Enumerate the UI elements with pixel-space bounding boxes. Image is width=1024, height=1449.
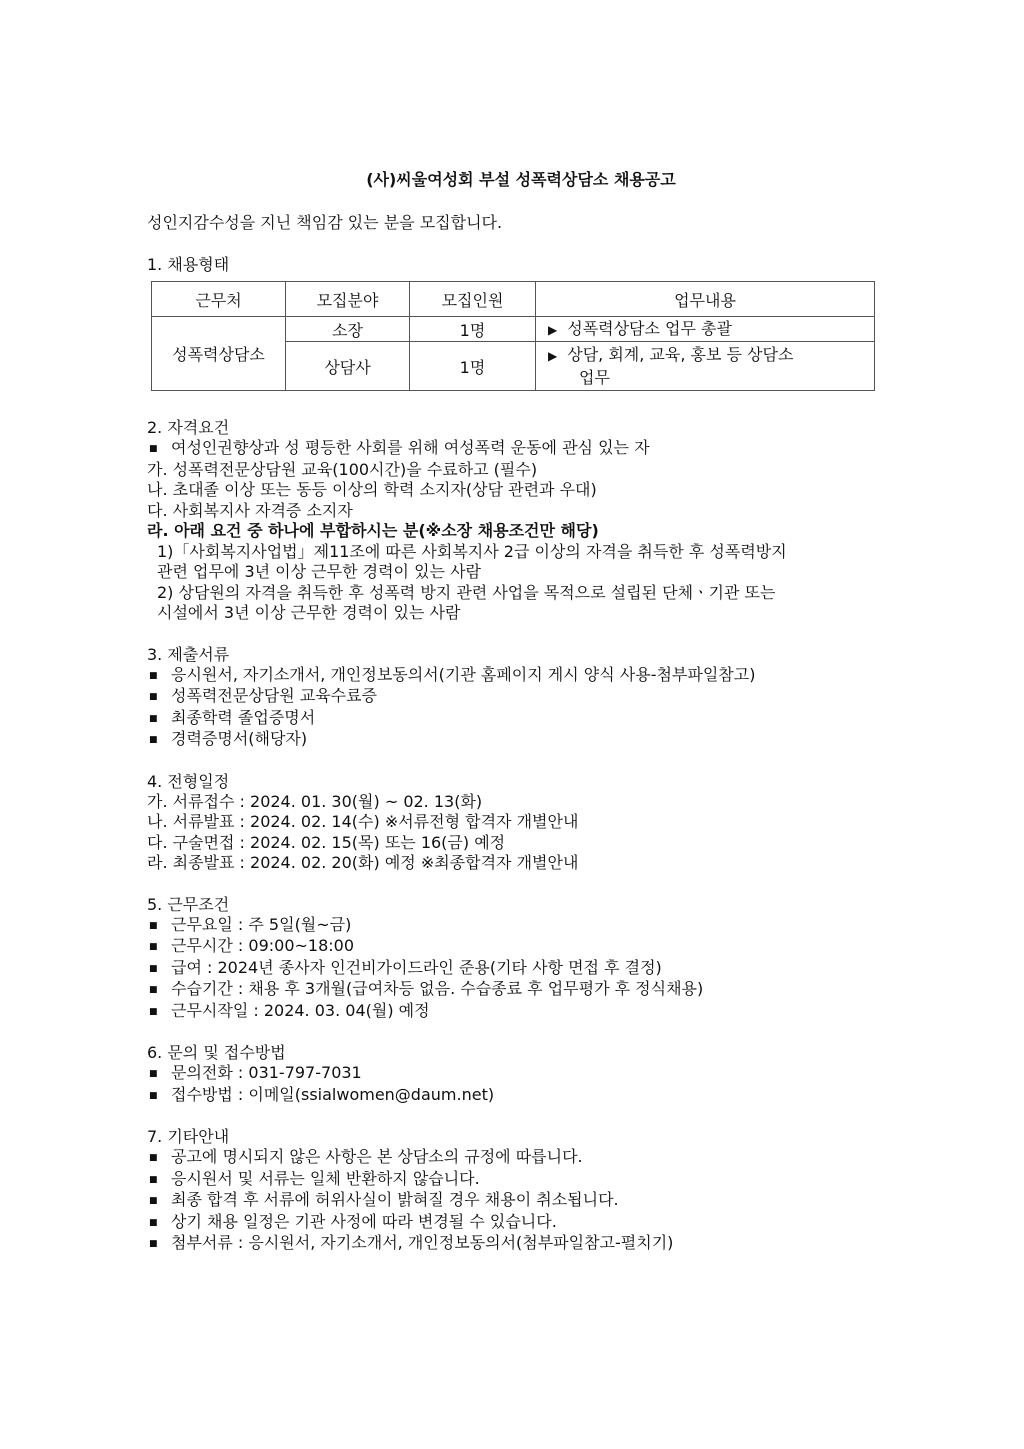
list-item: ■ 첨부서류 : 응시원서, 자기소개서, 개인정보동의서(첨부파일참고-펼치기)	[147, 1233, 875, 1255]
table-header-cell: 업무내용	[536, 282, 875, 317]
triangle-bullet-icon: ▶	[548, 322, 558, 337]
list-item: ■ 근무시간 : 09:00~18:00	[147, 936, 875, 958]
duty-text: 상담, 회계, 교육, 홍보 등 상담소	[567, 344, 794, 364]
duty-text: 성폭력상담소 업무 총괄	[567, 318, 732, 338]
list-sub-item: 1)「사회복지사업법」제11조에 따른 사회복지사 2급 이상의 자격을 취득한 후 성폭력방지	[157, 541, 787, 561]
table-header-row	[152, 282, 875, 317]
field-cell: 소장	[286, 317, 410, 342]
list-item: ■ 최종학력 졸업증명서	[147, 708, 875, 730]
list-item: 다. 사회복지사 자격증 소지자	[147, 500, 353, 520]
section-6-heading: 6. 문의 및 접수방법	[147, 1043, 286, 1062]
section-1-heading: 1. 채용형태	[147, 255, 230, 274]
list-item: ■ 접수방법 : 이메일(ssialwomen@daum.net)	[147, 1085, 875, 1107]
section-2-heading: 2. 자격요건	[147, 418, 230, 437]
list-item: 나. 초대졸 이상 또는 동등 이상의 학력 소지자(상담 관련과 우대)	[147, 480, 597, 499]
duty-cell	[536, 317, 875, 342]
list-item: 라. 최종발표 : 2024. 02. 20(화) 예정 ※최종합격자 개별안내	[147, 853, 579, 872]
list-sub-item: 관련 업무에 3년 이상 근무한 경력이 있는 사람	[157, 562, 481, 581]
list-item: 가. 성폭력전문상담원 교육(100시간)을 수료하고 (필수)	[147, 459, 538, 479]
employment-table	[151, 281, 875, 391]
list-sub-item: 시설에서 3년 이상 근무한 경력이 있는 사람	[157, 603, 461, 622]
section-3-heading: 3. 제출서류	[147, 644, 230, 664]
list-item-emphasis: 라. 아래 요건 중 하나에 부합하시는 분(※소장 채용조건만 해당)	[147, 521, 599, 540]
list-item: ■ 경력증명서(해당자)	[147, 729, 875, 751]
triangle-bullet-icon: ▶	[548, 348, 558, 363]
duty-cell	[536, 342, 875, 391]
list-item: ■ 여성인권향상과 성 평등한 사회를 위해 여성폭력 운동에 관심 있는 자	[147, 438, 875, 460]
section-4-heading: 4. 전형일정	[147, 771, 230, 791]
list-item: 다. 구술면접 : 2024. 02. 15(목) 또는 16(금) 예정	[147, 832, 506, 852]
count-cell: 1명	[410, 342, 536, 391]
list-item: ■ 문의전화 : 031-797-7031	[147, 1063, 875, 1085]
list-item: ■ 근무시작일 : 2024. 03. 04(월) 예정	[147, 1001, 875, 1023]
table-header-cell: 모집분야	[286, 282, 410, 317]
table-header-cell: 근무처	[152, 282, 286, 317]
list-item: ■ 성폭력전문상담원 교육수료증	[147, 686, 875, 708]
field-cell: 상담사	[286, 342, 410, 391]
list-item: ■ 응시원서, 자기소개서, 개인정보동의서(기관 홈페이지 게시 양식 사용-첨부파일참고)	[147, 665, 875, 687]
document-title: (사)씨울여성회 부설 성폭력상담소 채용공고	[366, 170, 676, 189]
list-item: ■ 근무요일 : 주 5일(월~금)	[147, 915, 875, 937]
table-row	[152, 317, 875, 342]
table-header-cell: 모집인원	[410, 282, 536, 317]
duty-text-continued: 업무	[579, 367, 610, 387]
list-item: ■ 응시원서 및 서류는 일체 반환하지 않습니다.	[147, 1169, 875, 1191]
list-item: 가. 서류접수 : 2024. 01. 30(월) ~ 02. 13(화)	[147, 791, 483, 811]
list-sub-item: 2) 상담원의 자격을 취득한 후 성폭력 방지 관련 사업을 목적으로 설립된 단체ㆍ기관 또는	[157, 582, 776, 602]
list-item: ■ 급여 : 2024년 종사자 인건비가이드라인 준용(기타 사항 면접 후 결정)	[147, 958, 875, 980]
count-cell: 1명	[410, 317, 536, 342]
list-item: ■ 상기 채용 일정은 기관 사정에 따라 변경될 수 있습니다.	[147, 1212, 875, 1234]
section-5-heading: 5. 근무조건	[147, 894, 230, 914]
list-item: 나. 서류발표 : 2024. 02. 14(수) ※서류전형 합격자 개별안내	[147, 812, 579, 831]
list-item: ■ 수습기간 : 채용 후 3개월(급여차등 없음. 수습종료 후 업무평가 후 정식채용)	[147, 979, 875, 1001]
intro-text: 성인지감수성을 지닌 책임감 있는 분을 모집합니다.	[147, 213, 503, 232]
list-item: ■ 공고에 명시되지 않은 사항은 본 상담소의 규정에 따릅니다.	[147, 1147, 875, 1169]
section-7-heading: 7. 기타안내	[147, 1127, 230, 1146]
document-page	[147, 168, 875, 1255]
workplace-cell: 성폭력상담소	[152, 317, 286, 391]
list-item: ■ 최종 합격 후 서류에 허위사실이 밝혀질 경우 채용이 취소됩니다.	[147, 1190, 875, 1212]
